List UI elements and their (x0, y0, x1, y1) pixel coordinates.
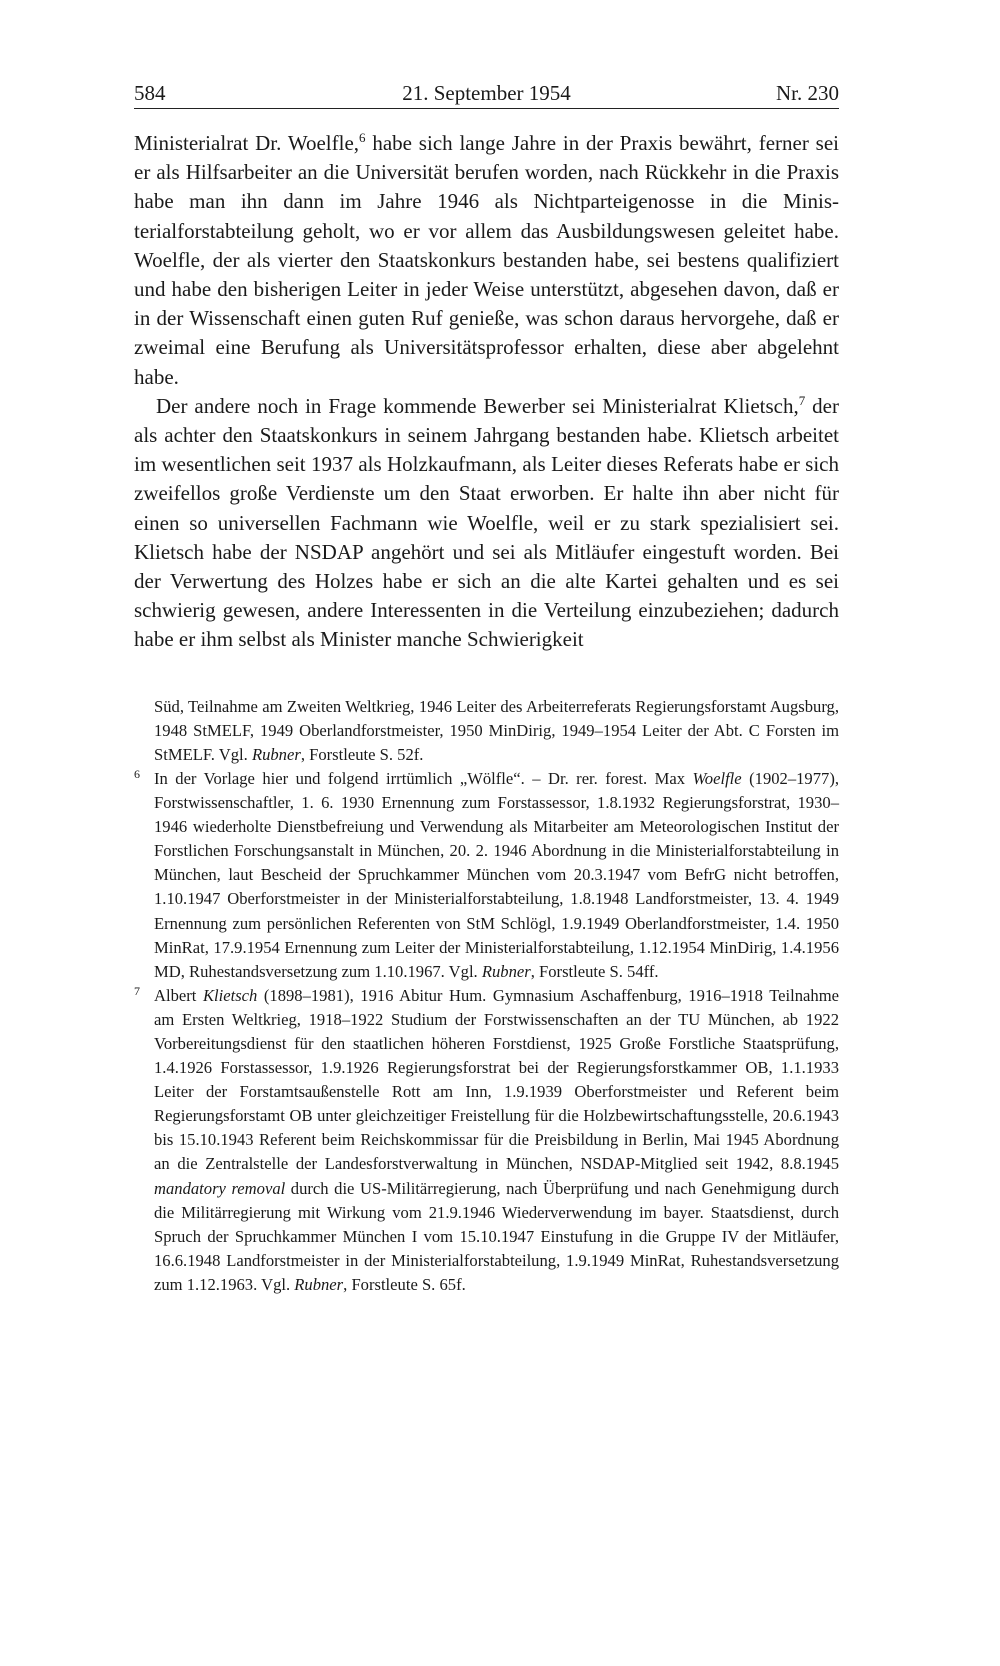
footnote-ref-7[interactable]: 7 (798, 392, 806, 408)
running-header (134, 78, 839, 109)
footnote-number: 7 (134, 983, 140, 998)
footnote-6: 6 In der Vorlage hier und folgend irrtümlich „Wölfle“. – Dr. rer. forest. Max Woelfle (1902–1977), Forstwissenschaftler, 1. 6. 1930 Ernennung zum Forstassessor, 1.8.1932 Regierungsforstrat, 1930–1946 wiederholte Dienstbefreiung und Verwendung als Mitarbeiter am Meteorologischen Institut der Forstlichen Forschungsanstalt in München, 20. 2. 1946 Abordnung in die Ministerialforstabteilung in München, laut Bescheid der Spruchkammer München vom 20.3.1947 vom BefrG nicht betroffen, 1.10.1947 Oberforstmeister in der Ministerialforstabteilung, 1.8.1948 Landforstmeister, 13. 4. 1949 Ernennung zum persönlichen Referenten von StM Schlögl, 1.9.1949 Oberlandforstmeister, 1.4. 1950 MinRat, 17.9.1954 Ernennung zum Leiter der Ministerialforstabteilung, 1.12.1954 MinDirig, 1.4.1956 MD, Ruhestandsversetzung zum 1.10.1967. Vgl. Rubner, Forstleute S. 54ff. (134, 767, 839, 984)
paragraph-klietsch: Der andere noch in Frage kommende Bewerber sei Ministerialrat Klietsch,$^7$ der als achter den Staatskonkurs in seinem Jahrgang bestanden habe. Klietsch arbeitet im wesentlichen seit 1937 als Holzkaufmann, als Leiter dieses Referats habe er sich zweifellos große Verdienste um den Staat erworben. Er halte ihn aber nicht für einen so universellen Fachmann wie Woelfle, weil er zu stark spezialisiert sei. Klietsch habe der NSDAP angehört und sei als Mitläufer eingestuft worden. Bei der Verwertung des Holzes habe er sich an die alte Kartei gehalten und es sei schwierig gewesen, andere Interessenten in die Verteilung einzubeziehen; dadurch habe er ihm selbst als Minister manche Schwierigkeit (134, 392, 839, 652)
document-number: Nr. 230 (776, 81, 839, 105)
footnote-continued: Süd, Teilnahme am Zweiten Weltkrieg, 1946 Leiter des Arbeiterreferats Regierungsforstamt Augsburg, 1948 StMELF, 1949 Oberlandforstmeister, 1950 MinDirig, 1949–1954 Leiter der Abt. C Forsten im StMELF. Vgl. Rubner, Forstleute S. 52f. (154, 696, 839, 764)
footnote-number: 6 (134, 766, 140, 781)
document-page (134, 78, 839, 1297)
main-text (134, 129, 839, 655)
header-date: 21. September 1954 (402, 81, 571, 105)
paragraph-woelfle: Ministerialrat Dr. Woelfle,$^6$ habe sich lange Jahre in der Praxis bewährt, ferner sei er als Hilfsarbeiter an die Universität berufen worden, nach Rückkehr in die Praxis habe man ihn dann im Jahre 1946 als Nichtparteigenosse in die Ministerialforstabteilung geholt, wo er vor allem das Ausbildungswesen geleitet habe. Woelfle, der als vierter den Staatskonkurs bestanden habe, sei bestens qualifiziert und habe den bisherigen Leiter in jeder Weise unterstützt, abgesehen davon, daß er in der Wissenschaft einen guten Ruf genieße, was schon daraus hervorgehe, daß er zweimal eine Berufung als Universitätsprofessor erhalten, diese aber abgelehnt habe. (134, 130, 839, 389)
footnote-ref-6[interactable]: 6 (359, 130, 366, 145)
footnote-7: 7 Albert Klietsch (1898–1981), 1916 Abitur Hum. Gymnasium Aschaffenburg, 1916–1918 Teilnahme am Ersten Weltkrieg, 1918–1922 Studium der Forstwissenschaften an der TU München, ab 1922 Vorbereitungsdienst für den staatlichen höheren Forstdienst, 1925 Große Forstliche Staatsprüfung, 1.4.1926 Forstassessor, 1.9.1926 Regierungsforstrat bei der Regierungsforstkammer OB, 1.1.1933 Leiter der Forstamtsaußenstelle Rott am Inn, 1.9.1939 Oberforstmeister und Referent beim Regierungsforstamt OB unter gleichzeitiger Freistellung für die Holzbewirtschaftungsstelle, 20.6.1943 bis 15.10.1943 Referent beim Reichskommissar für die Preisbildung in Berlin, Mai 1945 Abordnung an die Zentralstelle der Landesforstverwaltung in München, NSDAP-Mitglied seit 1942, 8.8.1945 mandatory removal durch die US-Militärregierung, nach Überprüfung und nach Genehmigung durch die Militärregierung mit Wirkung vom 21.9.1946 Wiederverwendung im bayer. Staatsdienst, durch Spruch der Spruchkammer München I vom 15.10.1947 Einstufung in die Gruppe IV der Mitläufer, 16.6.1948 Landforstmeister in der Ministerialforstabteilung, 1.9.1949 MinRat, Ruhestandsversetzung zum 1.12.1963. Vgl. Rubner, Forstleute S. 65f. (134, 984, 839, 1297)
footnotes (134, 695, 839, 1297)
page-number: 584 (134, 81, 166, 105)
